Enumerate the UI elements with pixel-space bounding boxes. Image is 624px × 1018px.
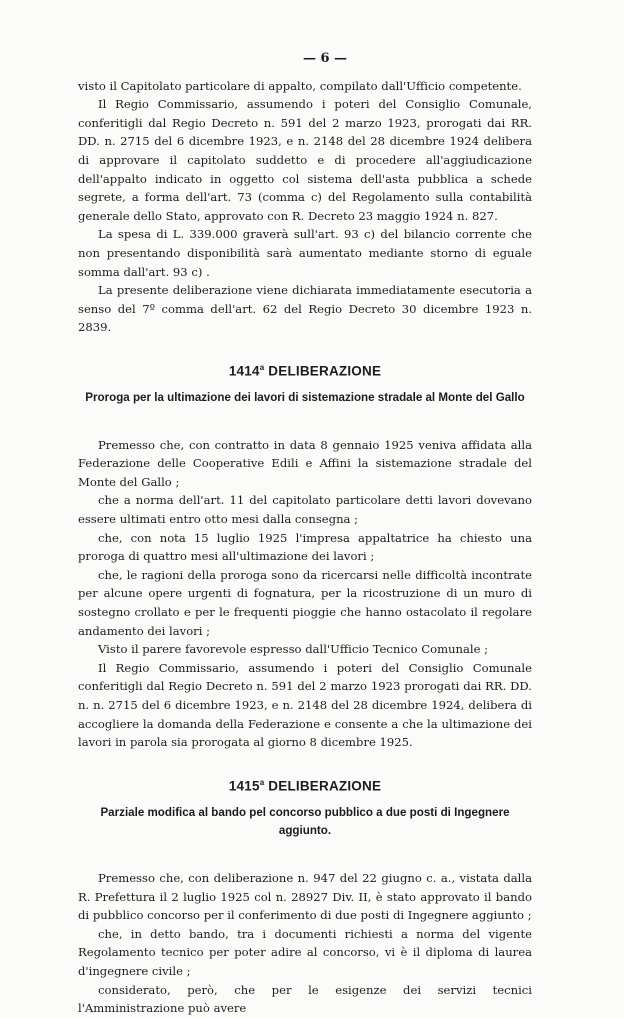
deliberation-title: DELIBERAZIONE <box>268 778 382 794</box>
paragraph: La presente deliberazione viene dichiarata immediatamente esecutoria a senso del 7º comma dell'art. 62 del Regio Decreto 30 dicembre 1923 n. 2839. <box>78 283 532 335</box>
deliberation-heading-1415 <box>78 774 532 796</box>
paragraph: visto il Capitolato particolare di appalto, compilato dall'Ufficio competente. <box>78 78 522 93</box>
deliberation-number: 1414 <box>228 363 260 379</box>
deliberation-number: 1415 <box>228 778 260 794</box>
paragraph: Il Regio Commissario, assumendo i poteri del Consiglio Comunale, conferitigli dal Regio Decreto n. 591 del 2 marzo 1923, prorogati dai RR. DD. n. 2715 del 6 dicembre 1923, e n. 2148 del 28 dicembre 1924 delibera di approvare il capitolato suddetto e di procedere all'aggiudicazione dell'appalto indicato in oggetto col sistema dell'asta pubblica a schede segrete, a forma dell'art. 73 (comma c) del Regolamento sulla contabilità generale dello Stato, approvato con R. Decreto 23 maggio 1924 n. 827. <box>78 97 532 223</box>
page-number: — 6 — <box>302 51 348 66</box>
deliberation-ordinal: a <box>259 362 265 372</box>
deliberation-subtitle: Parziale modifica al bando pel concorso pubblico a due posti di Ingegnere aggiunto. <box>100 805 510 838</box>
paragraph: La spesa di L. 339.000 graverà sull'art. 93 c) del bilancio corrente che non presentando disponibilità sarà aumentato mediante storno di eguale somma dall'art. 93 c) . <box>78 227 532 279</box>
document-page <box>78 50 532 1018</box>
deliberation-heading-1414 <box>78 359 532 381</box>
paragraph: Visto il parere favorevole espresso dall'Ufficio Tecnico Comunale ; <box>98 642 489 657</box>
paragraph: Il Regio Commissario, assumendo i poteri del Consiglio Comunale conferitigli dal Regio Decreto n. 591 del 2 marzo 1923 prorogati dai RR. DD. n. n. 2715 del 6 dicembre 1923, e n. 2148 del 28 dicembre 1924, delibera di accogliere la domanda della Federazione e consente a che la ultimazione dei lavori in parola sia prorogata al giorno 8 dicembre 1925. <box>78 660 532 750</box>
paragraph: che, con nota 15 luglio 1925 l'impresa appaltatrice ha chiesto una proroga di quattro mesi all'ultimazione dei lavori ; <box>78 530 532 564</box>
deliberation-ordinal: a <box>259 777 265 787</box>
deliberation-subtitle: Proroga per la ultimazione dei lavori di sistemazione stradale al Monte del Gallo <box>85 391 525 404</box>
paragraph: Premesso che, con deliberazione n. 947 del 22 giugno c. a., vistata dalla R. Prefettura il 2 luglio 1925 col n. 28927 Div. II, è stato approvato il bando di pubblico concorso per il conferimento di due posti di Ingegnere aggiunto ; <box>78 870 532 923</box>
paragraph: che, in detto bando, tra i documenti richiesti a norma del vigente Regolamento tecnico per poter adire al concorso, vi è il diploma di laurea d'ingegnere civile ; <box>78 926 532 978</box>
deliberation-title: DELIBERAZIONE <box>268 363 382 379</box>
paragraph: che a norma dell'art. 11 del capitolato particolare detti lavori dovevano essere ultimati entro otto mesi dalla consegna ; <box>78 493 532 526</box>
paragraph: considerato, però, che per le esigenze dei servizi tecnici l'Amministrazione può avere <box>78 982 532 1016</box>
paragraph: che, le ragioni della proroga sono da ricercarsi nelle difficoltà incontrate per alcune opere urgenti di fognatura, per la ricostruzione di un muro di sostegno crollato e per le frequenti pioggie che hanno ostacolato il regolare andamento dei lavori ; <box>78 567 532 638</box>
paragraph: Premesso che, con contratto in data 8 gennaio 1925 veniva affidata alla Federazione delle Cooperative Edili e Affini la sistemazione stradale del Monte del Gallo ; <box>78 437 532 489</box>
